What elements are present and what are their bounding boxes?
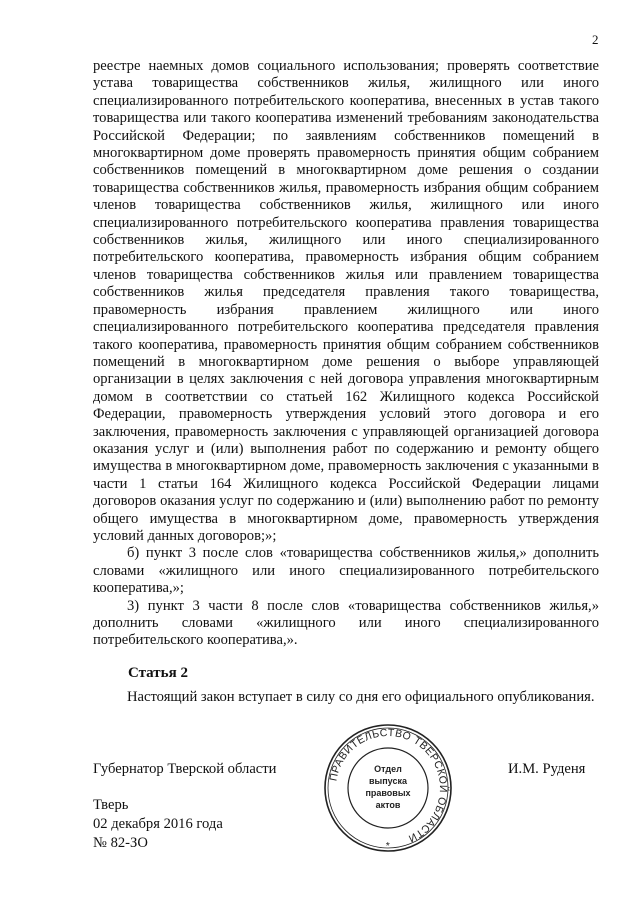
document-body bbox=[93, 58, 599, 650]
svg-text:*: * bbox=[385, 840, 391, 852]
seal-line-4: актов bbox=[375, 800, 401, 810]
signing-date: 02 декабря 2016 года bbox=[93, 816, 223, 832]
continuation-paragraph: реестре наемных домов социального использования; проверять соответствие устава товарищества собственников жилья, жилищного или иного специализированного потребительского кооператива, внесенных в устав такого товарищества или такого кооператива изменений требованиям законодательства Российской Федерации; по заявлениям собственников помещений в многоквартирном доме проверять правомерность принятия общим собранием собственников помещений в многоквартирном доме решения о создании товарищества собственников жилья, правомерность избрания общим собранием членов товарищества собственников жилья, жилищного или иного специализированного потребительского кооператива правления товарищества собственников жилья, жилищного или иного специализированного потребительского кооператива, правомерность избрания общим собранием членов товарищества собственников жилья или правлением товарищества собственников жилья председателя правления такого товарищества, правомерность избрания правлением жилищного или иного специализированного потребительского кооператива председателя правления такого кооператива, правомерность принятия общим собранием собственников помещений в многоквартирном доме решения о выборе управляющей организации в целях заключения с ней договора управления многоквартирным домом в соответствии со статьей 162 Жилищного кодекса Российской Федерации, правомерность утверждения условий этого договора и его заключения, правомерность заключения с управляющей организацией договора оказания услуг и (или) выполнения работ по содержанию и ремонту общего имущества в многоквартирном доме, правомерность заключения с указанными в части 1 статьи 164 Жилищного кодекса Российской Федерации лицами договоров оказания услуг по содержанию и (или) выполнению работ по ремонту общего имущества в многоквартирном доме, правомерность утверждения условий данных договоров;»; bbox=[93, 58, 599, 544]
signatory-title: Губернатор Тверской области bbox=[93, 761, 277, 777]
seal-ring-text: ПРАВИТЕЛЬСТВО ТВЕРСКОЙ ОБЛАСТИ bbox=[327, 726, 450, 845]
law-number: № 82-ЗО bbox=[93, 835, 148, 851]
official-seal bbox=[322, 722, 454, 854]
amendment-item-b: б) пункт 3 после слов «товарищества собственников жилья,» дополнить словами «жилищного или иного специализированного потребительского кооператива,»; bbox=[93, 545, 599, 597]
article-heading: Статья 2 bbox=[128, 665, 188, 681]
seal-line-2: выпуска bbox=[369, 776, 407, 786]
signature-block bbox=[93, 796, 223, 853]
place-name: Тверь bbox=[93, 797, 129, 813]
amendment-item-3: 3) пункт 3 части 8 после слов «товарищества собственников жилья,» дополнить словами «жилищного или иного специализированного потребительского кооператива,». bbox=[93, 597, 599, 649]
article-text: Настоящий закон вступает в силу со дня его официального опубликования. bbox=[127, 689, 595, 705]
signatory-name: И.М. Руденя bbox=[508, 761, 586, 777]
page-number: 2 bbox=[592, 32, 599, 47]
seal-line-3: правовых bbox=[365, 788, 411, 798]
seal-line-1: Отдел bbox=[374, 764, 402, 774]
